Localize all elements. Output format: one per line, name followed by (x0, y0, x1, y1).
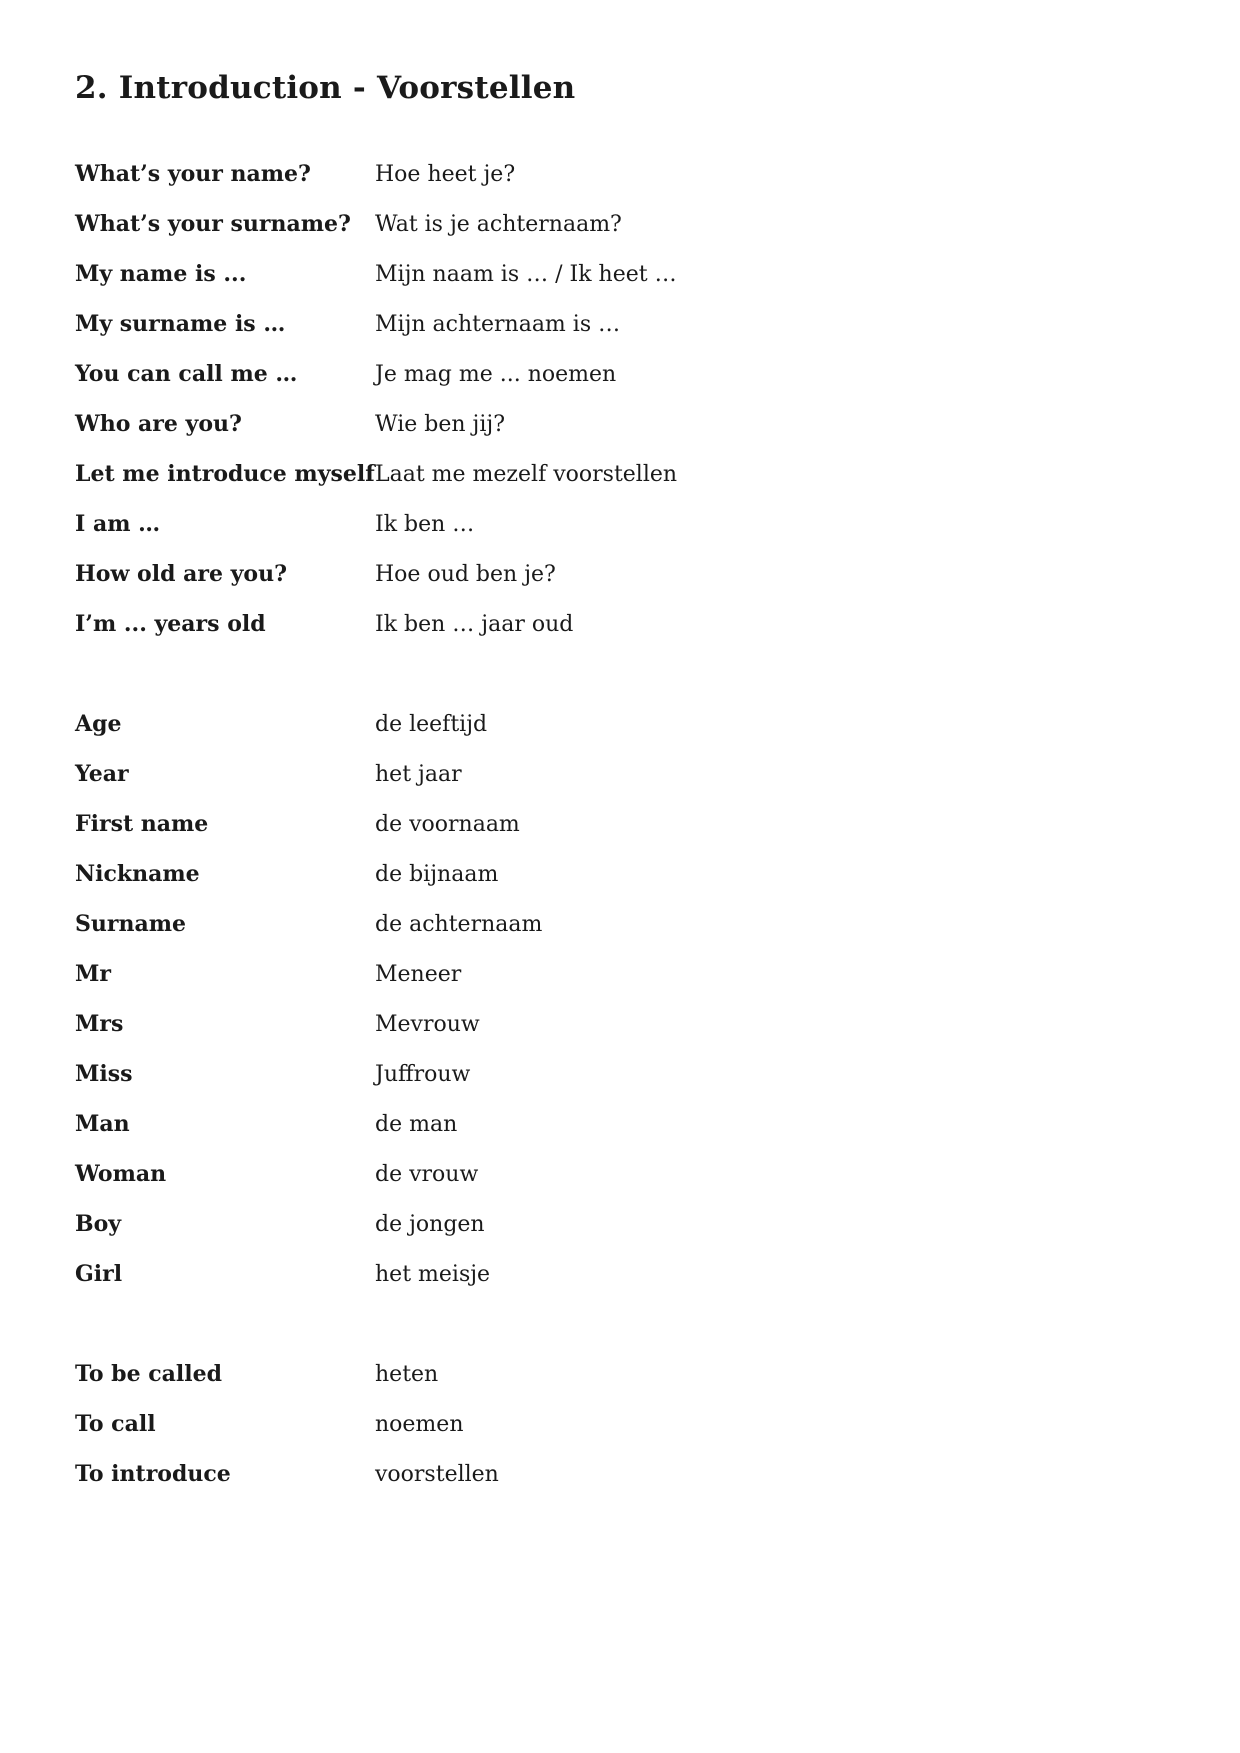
page-title: 2. Introduction - Voorstellen (75, 70, 576, 106)
english-term: I’m ... years old (75, 611, 266, 637)
dutch-translation: de jongen (375, 1212, 485, 1237)
dutch-translation: de bijnaam (375, 862, 499, 887)
english-term: My surname is … (75, 311, 286, 337)
english-term: Let me introduce myself (75, 461, 375, 487)
english-term: My name is ... (75, 261, 247, 287)
english-term: Surname (75, 911, 186, 937)
vocab-row (75, 199, 875, 249)
vocab-row (75, 949, 875, 999)
english-term: Woman (75, 1161, 167, 1187)
english-term: Mrs (75, 1011, 124, 1037)
dutch-translation: Ik ben … (375, 512, 475, 537)
vocab-row (75, 1149, 875, 1199)
english-term: What’s your name? (75, 161, 311, 187)
vocab-row (75, 349, 875, 399)
dutch-translation: het jaar (375, 762, 462, 787)
vocab-row (75, 449, 875, 499)
english-term: Girl (75, 1261, 123, 1287)
vocab-row (75, 549, 875, 599)
vocab-row (75, 799, 875, 849)
vocab-row (75, 299, 875, 349)
vocab-row (75, 699, 875, 749)
vocab-row (75, 899, 875, 949)
english-term: Miss (75, 1061, 133, 1087)
dutch-translation: Laat me mezelf voorstellen (375, 462, 678, 487)
vocab-row (75, 499, 875, 549)
dutch-translation: Mijn achternaam is … (375, 312, 621, 337)
vocab-row (75, 149, 875, 199)
vocab-row (75, 1249, 875, 1299)
vocab-row (75, 1199, 875, 1249)
dutch-translation: Mevrouw (375, 1012, 480, 1037)
dutch-translation: Mijn naam is … / Ik heet … (375, 262, 677, 287)
english-term: You can call me … (75, 361, 298, 387)
english-term: Nickname (75, 861, 200, 887)
dutch-translation: de vrouw (375, 1162, 479, 1187)
vocab-row (75, 749, 875, 799)
dutch-translation: het meisje (375, 1262, 491, 1287)
phrases-section (75, 149, 875, 649)
english-term: How old are you? (75, 561, 287, 587)
dutch-translation: voorstellen (375, 1462, 499, 1487)
verbs-section (75, 1349, 875, 1499)
vocab-row (75, 249, 875, 299)
dutch-translation: Wie ben jij? (375, 412, 506, 437)
english-term: Age (75, 711, 122, 737)
vocab-row (75, 399, 875, 449)
nouns-section (75, 699, 875, 1299)
vocab-row (75, 1049, 875, 1099)
dutch-translation: de man (375, 1112, 458, 1137)
english-term: Year (75, 761, 129, 787)
english-term: Man (75, 1111, 130, 1137)
dutch-translation: Wat is je achternaam? (375, 212, 622, 237)
vocab-row (75, 849, 875, 899)
english-term: To introduce (75, 1461, 231, 1487)
english-term: Boy (75, 1211, 122, 1237)
dutch-translation: de achternaam (375, 912, 543, 937)
vocab-row (75, 1349, 875, 1399)
english-term: To call (75, 1411, 156, 1437)
vocab-row (75, 999, 875, 1049)
dutch-translation: noemen (375, 1412, 464, 1437)
dutch-translation: Meneer (375, 962, 462, 987)
english-term: I am … (75, 511, 161, 537)
english-term: Who are you? (75, 411, 242, 437)
english-term: To be called (75, 1361, 222, 1387)
vocab-row (75, 1449, 875, 1499)
dutch-translation: de voornaam (375, 812, 520, 837)
english-term: What’s your surname? (75, 211, 351, 237)
dutch-translation: Je mag me ... noemen (375, 362, 617, 387)
dutch-translation: de leeftijd (375, 712, 488, 737)
dutch-translation: heten (375, 1362, 439, 1387)
english-term: Mr (75, 961, 111, 987)
english-term: First name (75, 811, 209, 837)
vocab-row (75, 599, 875, 649)
dutch-translation: Hoe heet je? (375, 162, 516, 187)
dutch-translation: Hoe oud ben je? (375, 562, 556, 587)
vocab-row (75, 1099, 875, 1149)
vocab-row (75, 1399, 875, 1449)
dutch-translation: Juffrouw (375, 1062, 471, 1087)
dutch-translation: Ik ben … jaar oud (375, 612, 574, 637)
